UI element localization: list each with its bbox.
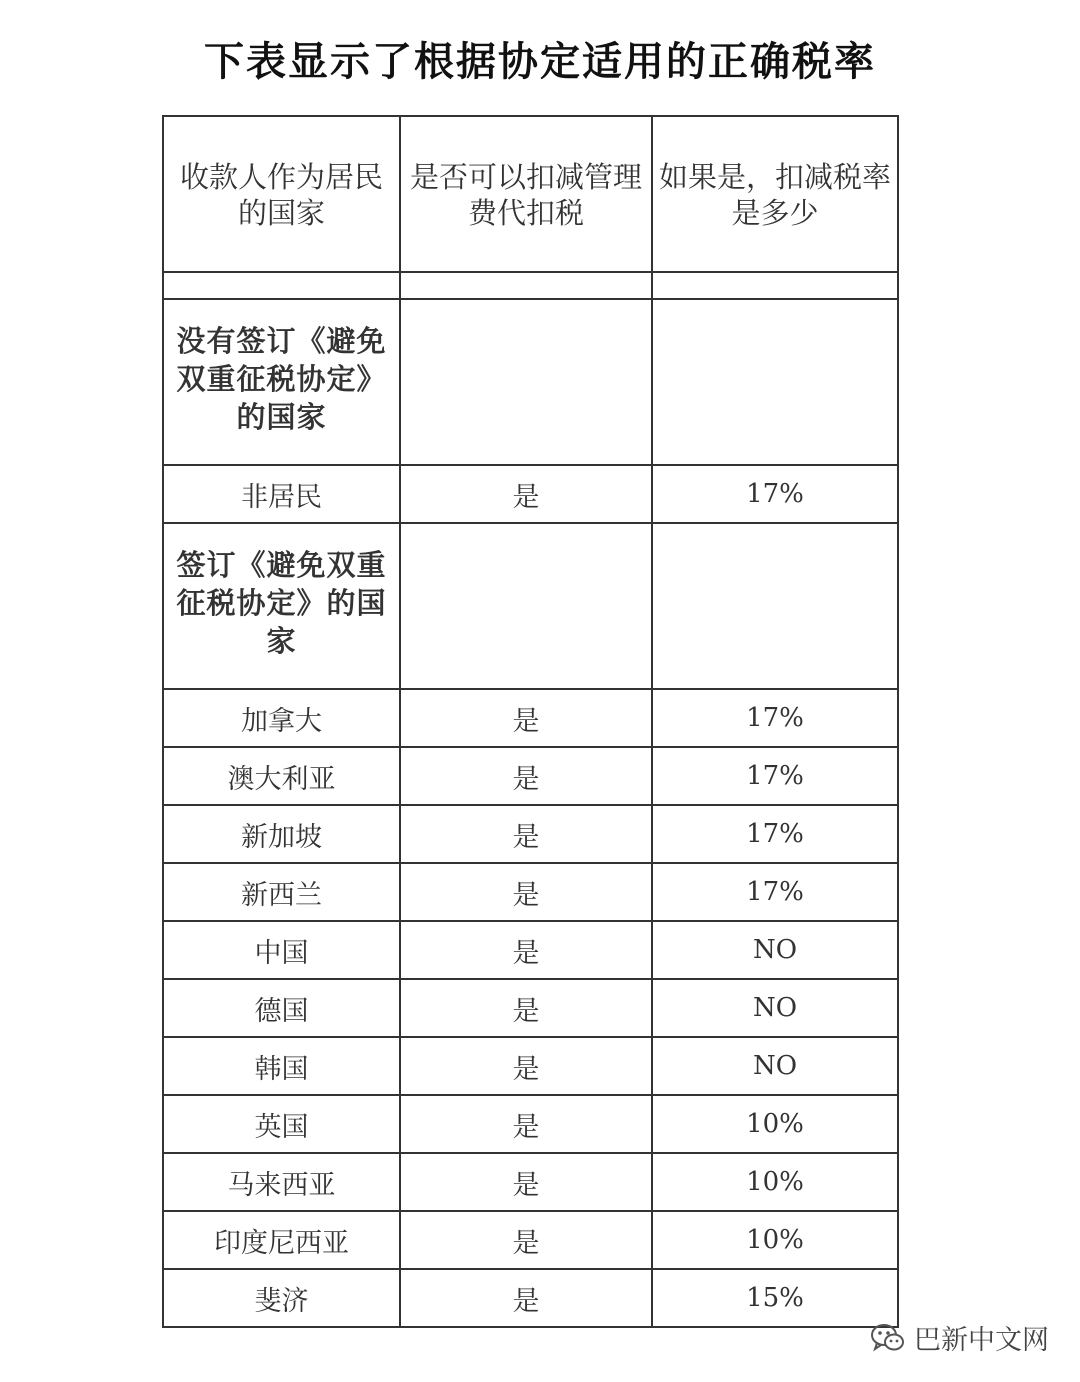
table-row xyxy=(163,1269,898,1327)
cell-deductible: 是 xyxy=(400,805,652,863)
cell-deductible: 是 xyxy=(400,1037,652,1095)
group-header-row xyxy=(163,523,898,689)
group-label-no-treaty: 没有签订《避免双重征税协定》的国家 xyxy=(163,299,400,465)
cell-country: 中国 xyxy=(163,921,400,979)
header-deductible: 是否可以扣减管理费代扣税 xyxy=(400,116,652,272)
watermark xyxy=(870,1318,1049,1357)
cell-rate: 17% xyxy=(652,689,898,747)
cell-rate: NO xyxy=(652,921,898,979)
tax-rate-table xyxy=(162,115,899,1328)
cell-deductible: 是 xyxy=(400,1095,652,1153)
cell-rate: 15% xyxy=(652,1269,898,1327)
cell-rate: 10% xyxy=(652,1095,898,1153)
wechat-icon xyxy=(870,1323,906,1353)
cell-deductible: 是 xyxy=(400,689,652,747)
table-row xyxy=(163,1211,898,1269)
cell-rate: NO xyxy=(652,1037,898,1095)
table-row xyxy=(163,747,898,805)
cell-deductible: 是 xyxy=(400,465,652,523)
cell-deductible: 是 xyxy=(400,747,652,805)
group-label-treaty: 签订《避免双重征税协定》的国家 xyxy=(163,523,400,689)
cell-country: 新加坡 xyxy=(163,805,400,863)
watermark-text: 巴新中文网 xyxy=(914,1325,1049,1356)
cell-country: 马来西亚 xyxy=(163,1153,400,1211)
cell-rate: 17% xyxy=(652,747,898,805)
cell-rate: 10% xyxy=(652,1211,898,1269)
table-header-row xyxy=(163,116,898,272)
cell-rate: NO xyxy=(652,979,898,1037)
table-row xyxy=(163,863,898,921)
table-row xyxy=(163,979,898,1037)
cell-country: 印度尼西亚 xyxy=(163,1211,400,1269)
cell-deductible: 是 xyxy=(400,1211,652,1269)
cell-rate: 17% xyxy=(652,863,898,921)
cell-rate: 10% xyxy=(652,1153,898,1211)
cell-country: 德国 xyxy=(163,979,400,1037)
cell-deductible: 是 xyxy=(400,1269,652,1327)
table-row xyxy=(163,805,898,863)
cell-country: 斐济 xyxy=(163,1269,400,1327)
page-title: 下表显示了根据协定适用的正确税率 xyxy=(204,39,876,85)
group-header-row xyxy=(163,299,898,465)
cell-country: 加拿大 xyxy=(163,689,400,747)
cell-rate: 17% xyxy=(652,465,898,523)
header-rate: 如果是，扣减税率是多少 xyxy=(652,116,898,272)
table-row xyxy=(163,1153,898,1211)
cell-deductible: 是 xyxy=(400,921,652,979)
cell-deductible: 是 xyxy=(400,1153,652,1211)
cell-country: 英国 xyxy=(163,1095,400,1153)
table-row xyxy=(163,689,898,747)
header-country: 收款人作为居民的国家 xyxy=(163,116,400,272)
table-row xyxy=(163,465,898,523)
cell-country: 韩国 xyxy=(163,1037,400,1095)
cell-deductible: 是 xyxy=(400,863,652,921)
cell-country: 非居民 xyxy=(163,465,400,523)
cell-rate: 17% xyxy=(652,805,898,863)
cell-country: 新西兰 xyxy=(163,863,400,921)
spacer-row xyxy=(163,272,898,299)
cell-country: 澳大利亚 xyxy=(163,747,400,805)
cell-deductible: 是 xyxy=(400,979,652,1037)
table-row xyxy=(163,1095,898,1153)
table-row xyxy=(163,921,898,979)
table-row xyxy=(163,1037,898,1095)
